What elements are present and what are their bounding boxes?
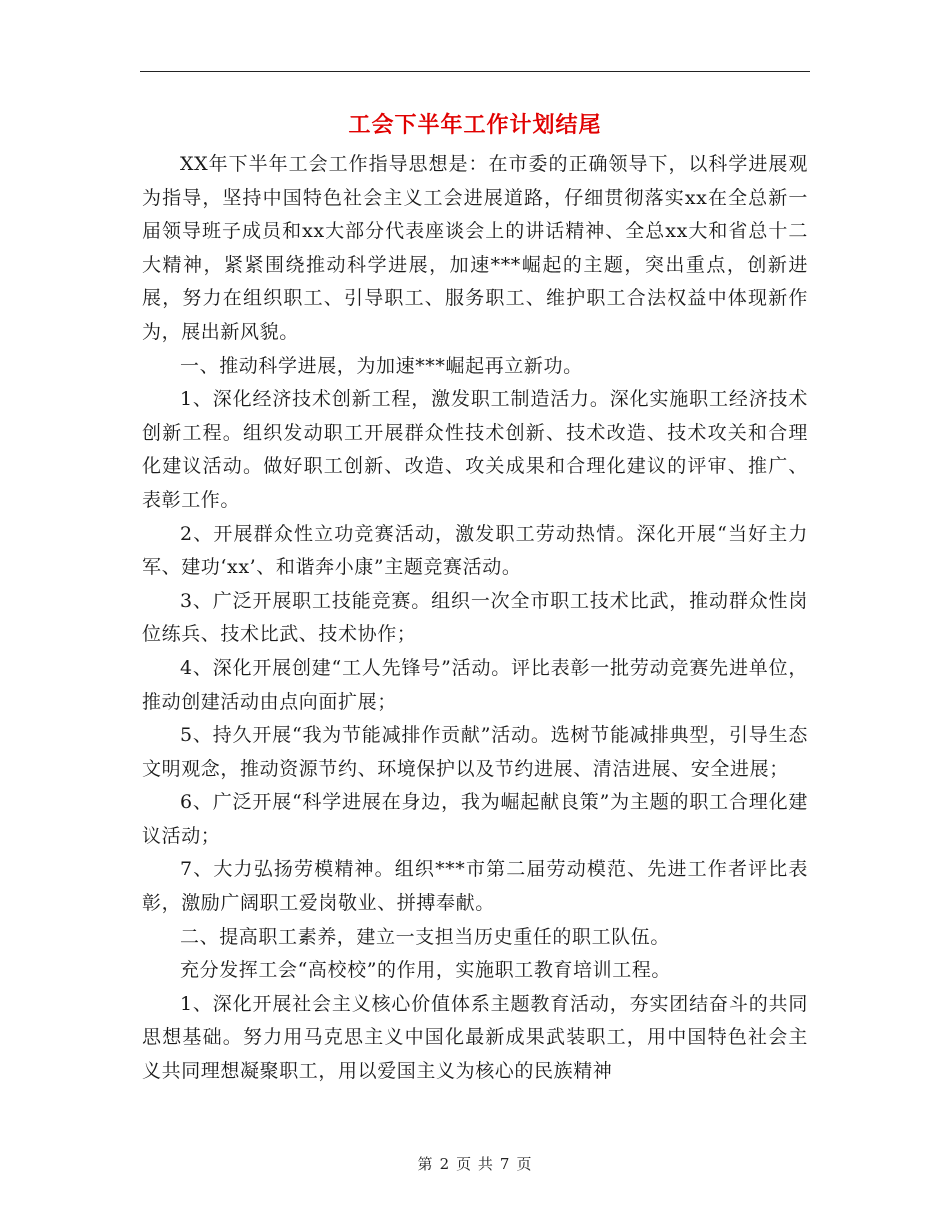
list-item-2-1: 1、深化开展社会主义核心价值体系主题教育活动，夯实团结奋斗的共同思想基础。努力用马克思主义中国化最新成果武装职工，用中国特色社会主义共同理想凝聚职工，用以爱国主义为核心的民族精神 — [142, 992, 808, 1083]
header-rule — [140, 71, 810, 72]
list-item-1-3: 3、广泛开展职工技能竞赛。组织一次全市职工技术比武，推动群众性岗位练兵、技术比武、技术协作； — [142, 589, 808, 646]
footer-suffix: 页 — [516, 1155, 533, 1173]
paragraph-guiding-thought: XX年下半年工会工作指导思想是：在市委的正确领导下，以科学进展观为指导，坚持中国特色社会主义工会进展道路，仔细贯彻落实xx在全总新一届领导班子成员和xx大部分代表座谈会上的讲话精神、全总xx大和省总十二大精神，紧紧围绕推动科学进展，加速***崛起的主题，突出重点，创新进展，努力在组织职工、引导职工、服务职工、维护职工合法权益中体现新作为，展出新风貌。 — [142, 153, 808, 343]
list-item-1-1: 1、深化经济技术创新工程，激发职工制造活力。深化实施职工经济技术创新工程。组织发动职工开展群众性技术创新、技术改造、技术攻关和合理化建议活动。做好职工创新、改造、攻关成果和合理化建议的评审、推广、表彰工作。 — [142, 388, 808, 511]
footer-prefix: 第 — [417, 1155, 434, 1173]
list-item-1-7: 7、大力弘扬劳模精神。组织***市第二届劳动模范、先进工作者评比表彰，激励广阔职工爱岗敬业、拼搏奉献。 — [142, 858, 808, 915]
footer-middle: 页 共 — [456, 1155, 494, 1173]
section-intro-2: 充分发挥工会“高校校”的作用，实施职工教育培训工程。 — [180, 959, 672, 982]
footer-total-pages: 7 — [499, 1155, 511, 1173]
list-item-1-5: 5、持久开展“我为节能减排作贡献”活动。选树节能减排典型，引导生态文明观念，推动资源节约、环境保护以及节约进展、清洁进展、安全进展； — [142, 724, 808, 780]
list-item-1-2: 2、开展群众性立功竞赛活动，激发职工劳动热情。深化开展“当好主力军、建功‘xx’、和谐奔小康”主题竞赛活动。 — [142, 522, 808, 579]
section-heading-1: 一、推动科学进展，为加速***崛起再立新功。 — [180, 354, 583, 377]
footer-page-number: 2 — [439, 1155, 451, 1173]
list-item-1-4: 4、深化开展创建“工人先锋号”活动。评比表彰一批劳动竞赛先进单位，推动创建活动由点向面扩展； — [142, 656, 808, 713]
list-item-1-6: 6、广泛开展“科学进展在身边，我为崛起献良策”为主题的职工合理化建议活动； — [142, 791, 808, 847]
document-body — [142, 148, 808, 1089]
section-heading-2: 二、提高职工素养，建立一支担当历史重任的职工队伍。 — [180, 925, 671, 948]
document-title: 工会下半年工作计划结尾 — [348, 113, 602, 138]
page-footer — [0, 1153, 950, 1174]
